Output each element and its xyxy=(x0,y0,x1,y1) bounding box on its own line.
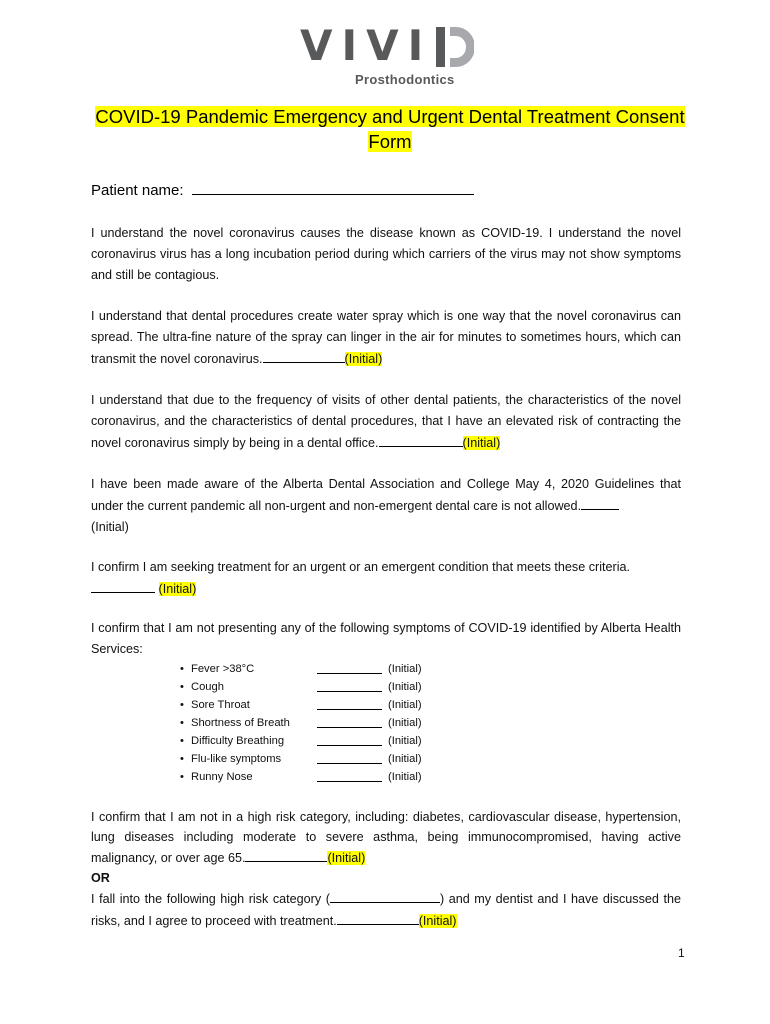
bullet-icon: • xyxy=(180,717,184,729)
bullet-icon: • xyxy=(180,753,184,765)
initial-label: (Initial) xyxy=(462,436,501,450)
initial-field-high-risk[interactable] xyxy=(245,847,327,862)
initial-label: (Initial) xyxy=(388,753,422,765)
initial-label: (Initial) xyxy=(418,913,457,928)
paragraph-high-risk xyxy=(91,808,681,931)
initial-label: (Initial) xyxy=(327,851,366,865)
initial-label: (Initial) xyxy=(91,520,129,534)
symptom-label: Flu-like symptoms xyxy=(191,753,282,765)
paragraph-high-risk-alt-a: I fall into the following high risk category ( xyxy=(91,892,330,906)
initial-label: (Initial) xyxy=(388,663,422,675)
bullet-icon: • xyxy=(180,771,184,783)
symptom-label: Sore Throat xyxy=(191,699,250,711)
paragraph-urgent-condition xyxy=(91,557,681,600)
list-item xyxy=(180,678,440,696)
patient-name-label: Patient name: xyxy=(91,182,184,199)
list-item xyxy=(180,696,440,714)
page-number: 1 xyxy=(678,946,685,960)
patient-name-row xyxy=(91,180,474,199)
bullet-icon: • xyxy=(180,699,184,711)
initial-label: (Initial) xyxy=(158,582,197,596)
initial-field-symptom[interactable] xyxy=(317,727,382,728)
initial-field-risk[interactable] xyxy=(379,432,463,447)
symptom-label: Difficulty Breathing xyxy=(191,735,285,747)
paragraph-elevated-risk xyxy=(91,390,681,454)
initial-label: (Initial) xyxy=(388,771,422,783)
high-risk-category-field[interactable] xyxy=(330,888,440,903)
symptom-label: Shortness of Breath xyxy=(191,717,290,729)
list-item xyxy=(180,768,440,786)
initial-field-agree[interactable] xyxy=(337,910,419,925)
symptom-list xyxy=(180,660,440,786)
initial-field-guidelines[interactable] xyxy=(581,495,619,510)
symptom-label: Fever >38°C xyxy=(191,663,255,675)
vivid-logo xyxy=(0,22,770,92)
initial-label: (Initial) xyxy=(388,699,422,711)
initial-field-urgent[interactable] xyxy=(91,578,155,593)
paragraph-guidelines-text: I have been made aware of the Alberta Dental Association and College May 4, 2020 Guidelines that under the current pandemic all non-urgent and non-emergent dental care is not allowed. xyxy=(91,477,681,513)
paragraph-guidelines xyxy=(91,474,681,538)
logo-wordmark: VIVI xyxy=(300,21,433,70)
initial-field-symptom[interactable] xyxy=(317,691,382,692)
initial-field-symptom[interactable] xyxy=(317,709,382,710)
paragraph-elevated-risk-text: I understand that due to the frequency of visits of other dental patients, the characteristics of the novel coronavirus, and the characteristics of dental procedures, that I have an elevated risk of contracting the novel coronavirus simply by being in a dental office. xyxy=(91,393,681,450)
logo-d-mark-icon xyxy=(436,27,474,67)
form-title xyxy=(90,104,690,154)
symptom-label: Cough xyxy=(191,681,224,693)
or-label: OR xyxy=(91,870,110,885)
list-item xyxy=(180,714,440,732)
patient-name-field[interactable] xyxy=(192,180,474,195)
paragraph-urgent-condition-text: I confirm I am seeking treatment for an urgent or an emergent condition that meets these criteria. xyxy=(91,560,630,574)
paragraph-high-risk-alt-b: ) and my dentist and I have discussed the risks, and I agree to proceed with treatment. xyxy=(91,892,681,928)
paragraph-water-spray xyxy=(91,306,681,370)
title-line-2: Form xyxy=(368,131,412,152)
paragraph-water-spray-text: I understand that dental procedures create water spray which is one way that the novel coronavirus can spread. The ultra-fine nature of the spray can linger in the air for minutes to sometimes hours, which can transmit the novel coronavirus. xyxy=(91,309,681,366)
initial-field-symptom[interactable] xyxy=(317,745,382,746)
initial-field-symptom[interactable] xyxy=(317,781,382,782)
list-item xyxy=(180,660,440,678)
paragraph-high-risk-text: I confirm that I am not in a high risk category, including: diabetes, cardiovascular disease, hypertension, lung diseases including moderate to severe asthma, being immunocompromised, having active malignancy, or over age 65. xyxy=(91,810,681,865)
initial-label: (Initial) xyxy=(344,352,383,366)
initial-field-spray[interactable] xyxy=(263,348,345,363)
list-item xyxy=(180,732,440,750)
bullet-icon: • xyxy=(180,681,184,693)
initial-label: (Initial) xyxy=(388,735,422,747)
initial-field-symptom[interactable] xyxy=(317,673,382,674)
list-item xyxy=(180,750,440,768)
bullet-icon: • xyxy=(180,663,184,675)
symptom-label: Runny Nose xyxy=(191,771,253,783)
logo-subtitle: Prosthodontics xyxy=(355,72,455,87)
initial-label: (Initial) xyxy=(388,717,422,729)
initial-label: (Initial) xyxy=(388,681,422,693)
paragraph-symptoms: I confirm that I am not presenting any of the following symptoms of COVID-19 identified by Alberta Health Services: xyxy=(91,621,681,656)
initial-field-symptom[interactable] xyxy=(317,763,382,764)
bullet-icon: • xyxy=(180,735,184,747)
paragraph-incubation: I understand the novel coronavirus causes the disease known as COVID-19. I understand the novel coronavirus virus has a long incubation period during which carriers of the virus may not show symptoms and still be contagious. xyxy=(91,226,681,282)
title-line-1: COVID-19 Pandemic Emergency and Urgent Dental Treatment Consent xyxy=(95,106,685,127)
